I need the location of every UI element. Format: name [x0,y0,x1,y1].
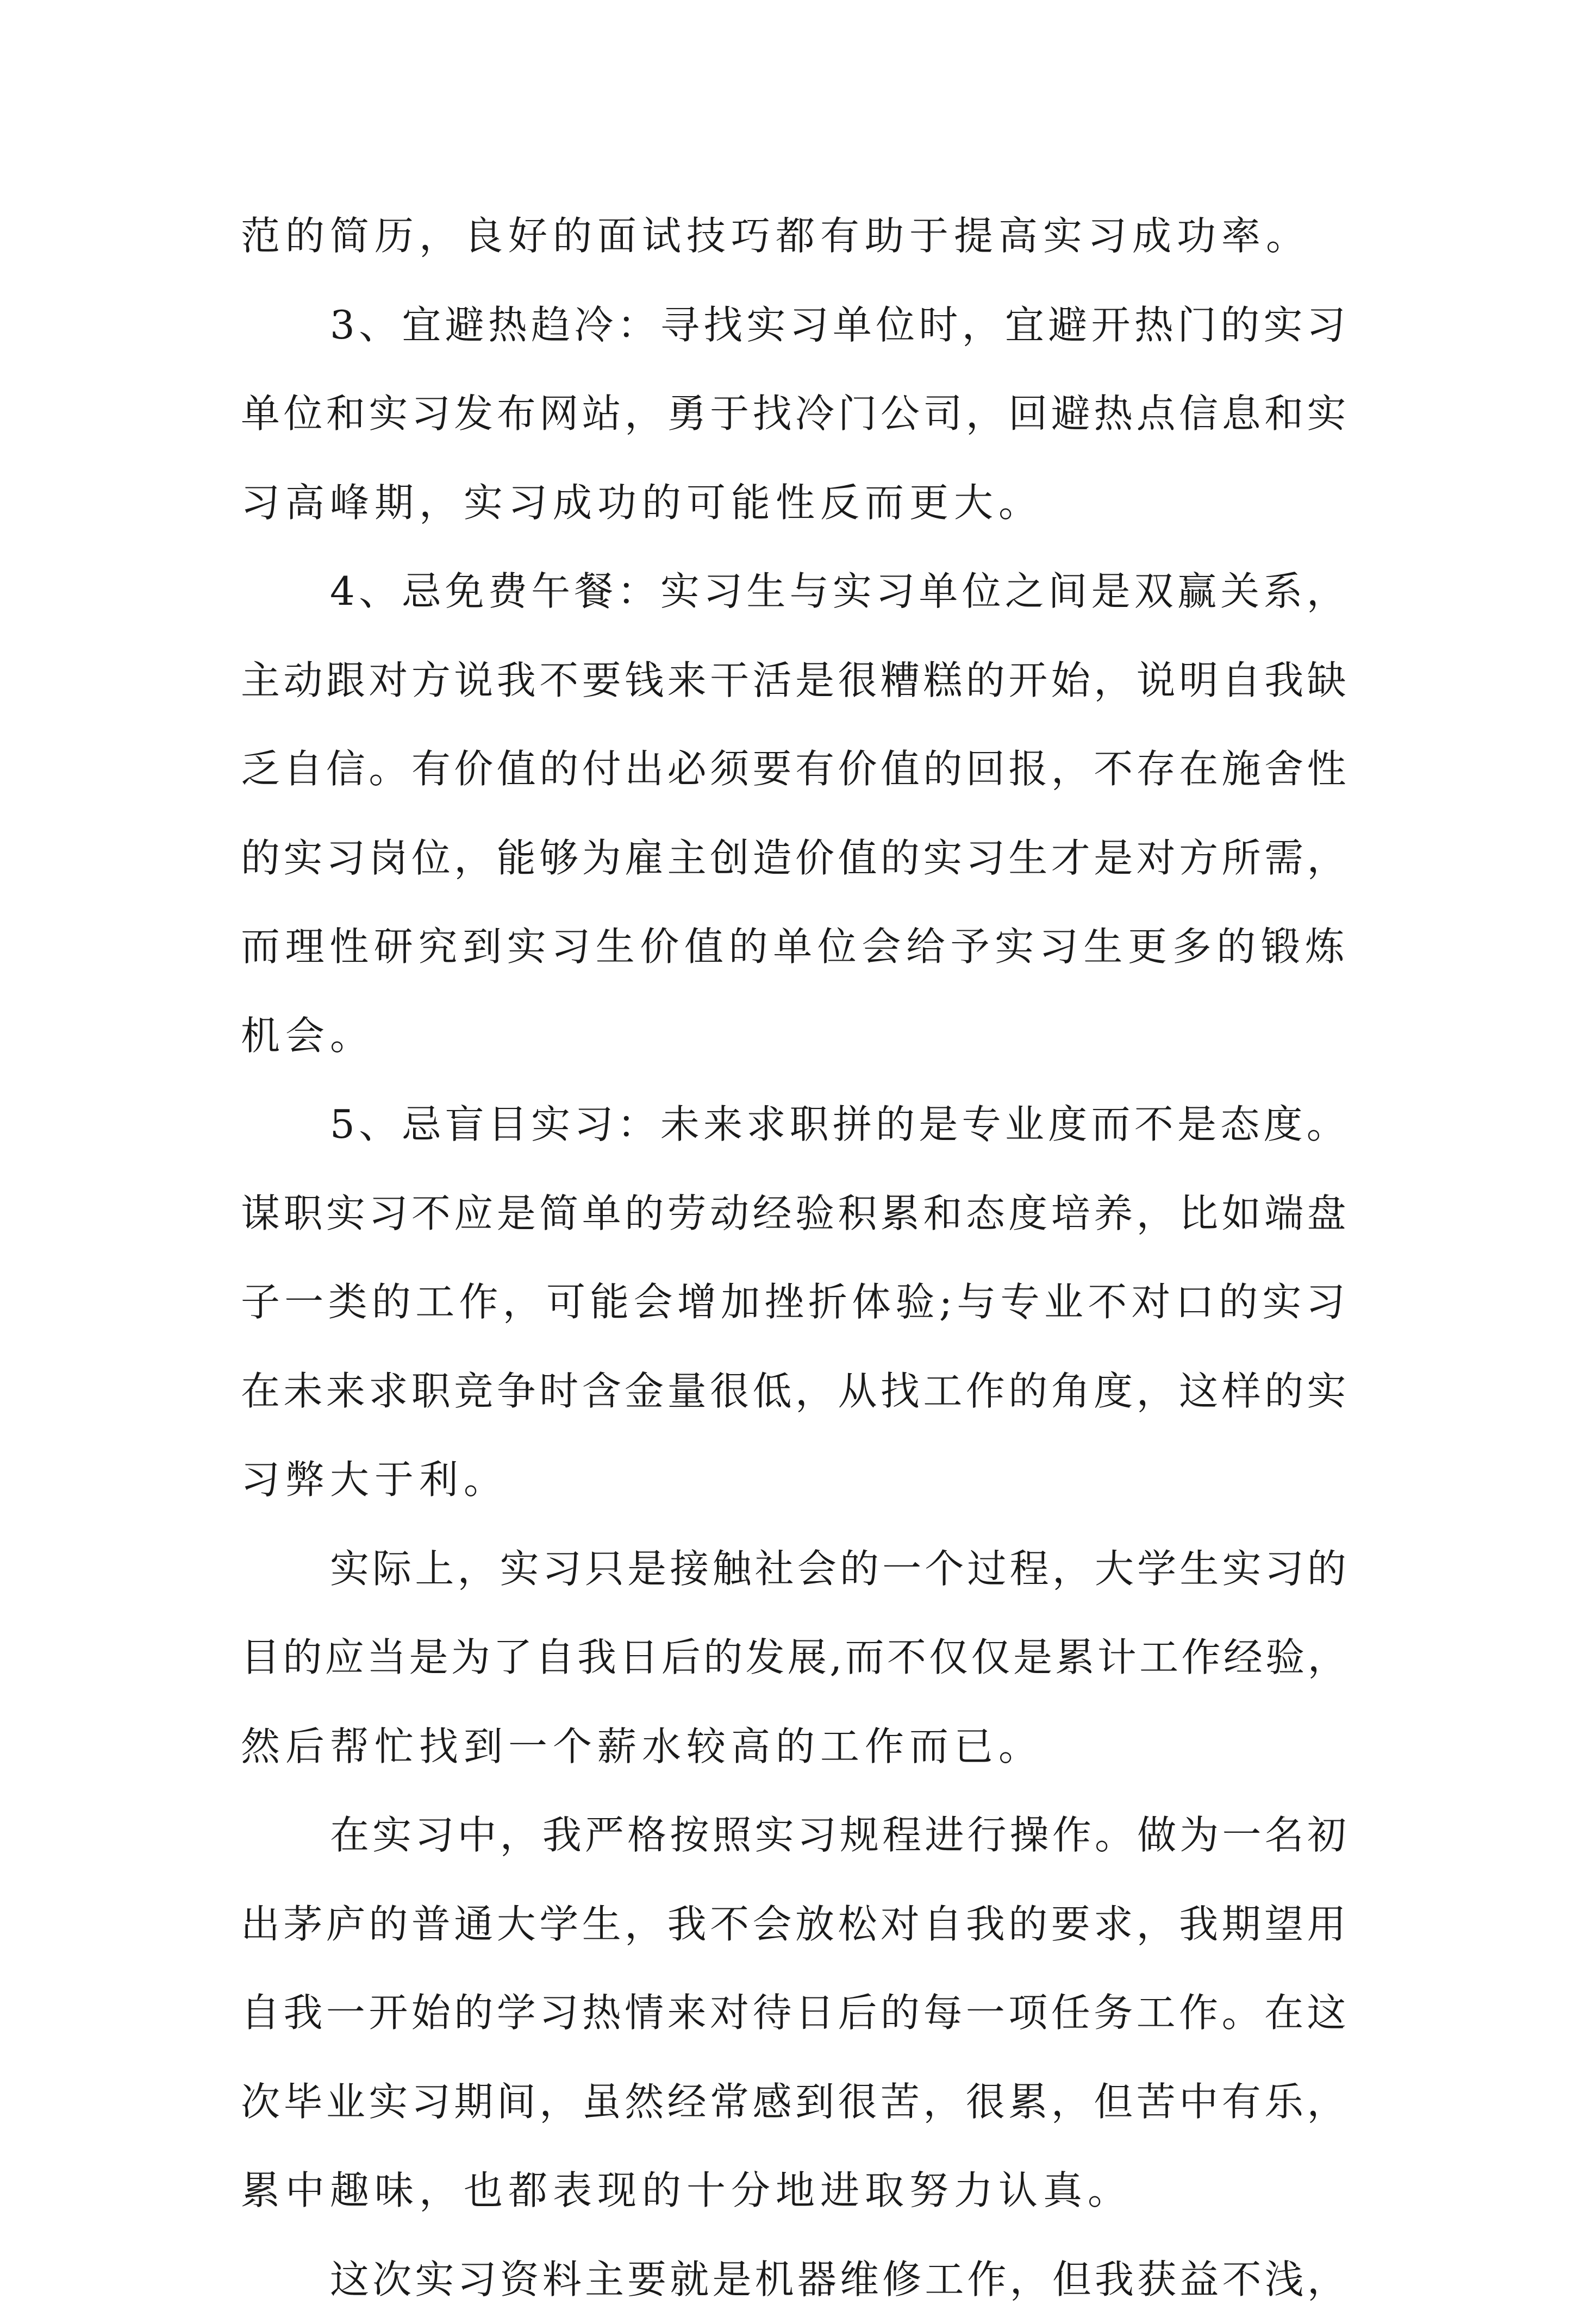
document-body [241,192,1350,2324]
text-line: 范的简历，良好的面试技巧都有助于提高实习成功率。 [241,192,1350,281]
text-line: 5、忌盲目实习：未来求职拼的是专业度而不是态度。 [241,1080,1350,1169]
text-line: 习高峰期，实习成功的可能性反而更大。 [241,459,1350,548]
text-line: 机会。 [241,992,1350,1081]
text-line: 累中趣味，也都表现的十分地进取努力认真。 [241,2146,1350,2235]
text-line: 3、宜避热趋冷：寻找实习单位时，宜避开热门的实习 [241,281,1350,370]
text-line: 次毕业实习期间，虽然经常感到很苦，很累，但苦中有乐， [241,2058,1350,2147]
text-line: 这次实习资料主要就是机器维修工作，但我获益不浅， [241,2235,1350,2324]
text-line: 主动跟对方说我不要钱来干活是很糟糕的开始，说明自我缺 [241,636,1350,725]
text-line: 在实习中，我严格按照实习规程进行操作。做为一名初 [241,1791,1350,1880]
text-line: 然后帮忙找到一个薪水较高的工作而已。 [241,1702,1350,1791]
text-line: 4、忌免费午餐：实习生与实习单位之间是双赢关系， [241,547,1350,636]
text-line: 实际上，实习只是接触社会的一个过程，大学生实习的 [241,1525,1350,1614]
text-line: 子一类的工作，可能会增加挫折体验;与专业不对口的实习 [241,1258,1350,1347]
text-line: 出茅庐的普通大学生，我不会放松对自我的要求，我期望用 [241,1880,1350,1969]
text-line: 习弊大于利。 [241,1436,1350,1525]
text-line: 而理性研究到实习生价值的单位会给予实习生更多的锻炼 [241,903,1350,992]
text-line: 的实习岗位，能够为雇主创造价值的实习生才是对方所需， [241,814,1350,903]
text-line: 谋职实习不应是简单的劳动经验积累和态度培养，比如端盘 [241,1169,1350,1258]
text-line: 自我一开始的学习热情来对待日后的每一项任务工作。在这 [241,1969,1350,2058]
text-line: 乏自信。有价值的付出必须要有价值的回报，不存在施舍性 [241,725,1350,814]
text-line: 目的应当是为了自我日后的发展,而不仅仅是累计工作经验， [241,1613,1350,1702]
text-line: 在未来求职竞争时含金量很低，从找工作的角度，这样的实 [241,1347,1350,1436]
text-line: 单位和实习发布网站，勇于找冷门公司，回避热点信息和实 [241,369,1350,459]
